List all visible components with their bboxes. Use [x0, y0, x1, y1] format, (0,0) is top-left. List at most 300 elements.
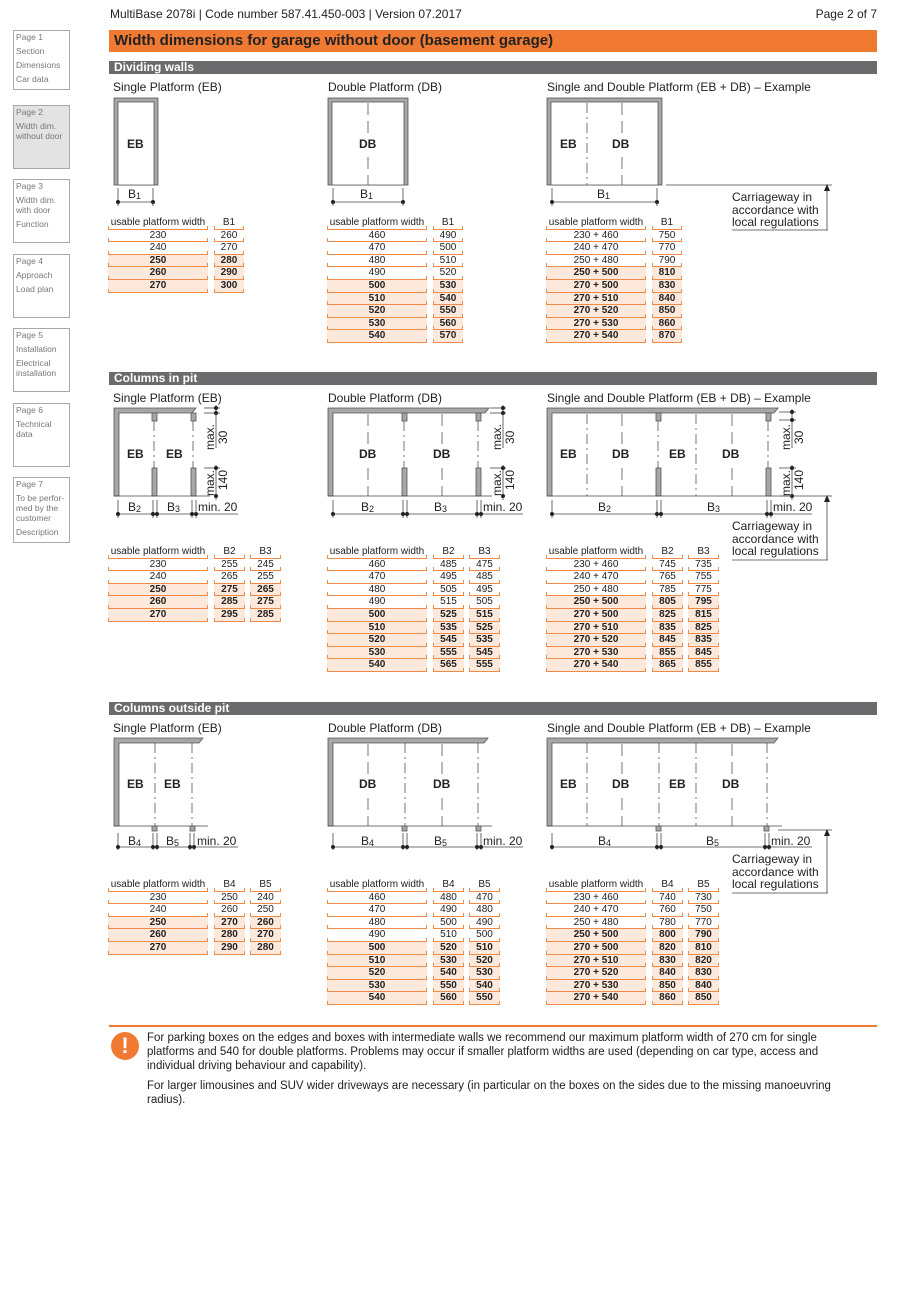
sidebar-item-label: Section — [16, 46, 45, 56]
svg-text:30: 30 — [503, 430, 517, 444]
table-cell: 250 + 500 — [546, 596, 646, 609]
callout-line: accordance with — [732, 531, 819, 546]
column-header: B5 — [469, 879, 500, 892]
table-cell: 805 — [652, 596, 683, 609]
column-header: B5 — [688, 879, 719, 892]
table-cell: 240 — [108, 571, 208, 584]
table-cell: 790 — [652, 255, 682, 268]
table-cell: 835 — [688, 634, 719, 647]
table-cell: 495 — [433, 571, 464, 584]
table-cell: 520 — [327, 967, 427, 980]
table-cell: 470 — [327, 571, 427, 584]
table-cell: 500 — [327, 942, 427, 955]
table-cell: 270 — [108, 609, 208, 622]
table-cell: 740 — [652, 892, 683, 905]
svg-text:B2: B2 — [598, 500, 612, 514]
table-cell: 230 — [108, 892, 208, 905]
table-cell: 810 — [652, 267, 682, 280]
table-cell: 290 — [214, 942, 245, 955]
table-cell: 540 — [327, 330, 427, 343]
table-cell: 470 — [327, 904, 427, 917]
table-cell: 240 + 470 — [546, 904, 646, 917]
sidebar-page-label: Page 4 — [16, 256, 43, 266]
table-cell: 560 — [433, 318, 463, 331]
table-cell: 565 — [433, 659, 464, 672]
diagram-dividing-single — [114, 98, 158, 206]
notice-paragraph-1: For parking boxes on the edges and boxes with intermediate walls we recommend our maximum platform width of 270 cm for single platforms and 540 for double platforms. Problems may occur if smaller platform widths are used (depending on car type, access and individual driving behaviour and capability). — [147, 1032, 819, 1072]
sidebar-item-label: Description — [16, 527, 59, 537]
svg-text:max.: max. — [490, 469, 504, 496]
table-cell: 480 — [327, 917, 427, 930]
svg-text:EB: EB — [560, 777, 577, 791]
table-cell: 490 — [433, 904, 464, 917]
table-cell: 515 — [469, 609, 500, 622]
notice-paragraph-2: For larger limousines and SUV wider driveways are necessary (in particular on the boxes on the sides due to the missing manoeuvring radius). — [147, 1080, 831, 1106]
table-cell: 495 — [469, 584, 500, 597]
table-cell: 780 — [652, 917, 683, 930]
table-cell: 770 — [688, 917, 719, 930]
svg-text:DB: DB — [359, 447, 377, 461]
table-cell: 250 — [250, 904, 281, 917]
svg-text:B1: B1 — [360, 187, 374, 201]
sidebar-page-label: Page 7 — [16, 479, 43, 489]
svg-text:B2: B2 — [361, 500, 375, 514]
table-cell: 240 — [108, 904, 208, 917]
column-header: usable platform width — [546, 546, 646, 559]
table-cell: 270 + 540 — [546, 659, 646, 672]
table-cell: 270 + 520 — [546, 305, 646, 318]
column-header: usable platform width — [327, 546, 427, 559]
svg-text:B5: B5 — [706, 834, 720, 848]
table-cell: 555 — [433, 647, 464, 660]
table-cell: 810 — [688, 942, 719, 955]
section-title: Columns outside pit — [114, 701, 230, 715]
column-header: usable platform width — [327, 879, 427, 892]
sidebar-page-label: Page 5 — [16, 330, 43, 340]
svg-text:DB: DB — [612, 137, 630, 151]
table-cell: 510 — [327, 622, 427, 635]
table-cell: 545 — [433, 634, 464, 647]
svg-text:DB: DB — [612, 777, 630, 791]
svg-text:B4: B4 — [361, 834, 375, 848]
exclamation-icon: ! — [111, 1032, 139, 1060]
table-cell: 845 — [652, 634, 683, 647]
column-header: B3 — [250, 546, 281, 559]
sidebar-item-label: Car data — [16, 74, 49, 84]
table-cell: 250 — [108, 255, 208, 268]
table-cell: 865 — [652, 659, 683, 672]
diagram-outsidepit-single — [114, 738, 238, 850]
svg-text:B5: B5 — [434, 834, 448, 848]
table-cell: 860 — [652, 992, 683, 1005]
svg-text:min. 20: min. 20 — [771, 834, 811, 848]
svg-text:EB: EB — [127, 137, 144, 151]
table-cell: 230 + 460 — [546, 892, 646, 905]
table-cell: 275 — [250, 596, 281, 609]
table-cell: 840 — [652, 967, 683, 980]
sidebar-item-label: Function — [16, 219, 49, 229]
sidebar-item-label: Width dim. without door — [16, 121, 63, 141]
table-cell: 540 — [327, 659, 427, 672]
subtitle-double: Double Platform (DB) — [328, 721, 443, 735]
table-cell: 750 — [652, 230, 682, 243]
svg-text:EB: EB — [166, 447, 183, 461]
subtitle-single: Single Platform (EB) — [113, 80, 222, 94]
table-cell: 285 — [214, 596, 245, 609]
column-header: B2 — [652, 546, 683, 559]
table-cell: 270 + 520 — [546, 634, 646, 647]
table-cell: 265 — [214, 571, 245, 584]
table-cell: 535 — [469, 634, 500, 647]
table-cell: 490 — [469, 917, 500, 930]
table-cell: 250 — [108, 584, 208, 597]
table-cell: 290 — [214, 267, 244, 280]
table-cell: 500 — [327, 280, 427, 293]
table-cell: 270 + 530 — [546, 980, 646, 993]
table-cell: 840 — [688, 980, 719, 993]
table-cell: 730 — [688, 892, 719, 905]
table-cell: 270 + 500 — [546, 609, 646, 622]
sidebar-item-label: Width dim. with door — [16, 195, 57, 215]
subtitle-double: Double Platform (DB) — [328, 391, 443, 405]
svg-text:max.: max. — [779, 469, 793, 496]
svg-text:B3: B3 — [434, 500, 448, 514]
table-cell: 525 — [433, 609, 464, 622]
table-cell: 270 + 540 — [546, 992, 646, 1005]
table-cell: 485 — [469, 571, 500, 584]
table-cell: 240 — [250, 892, 281, 905]
table-cell: 500 — [327, 609, 427, 622]
table-cell: 835 — [652, 622, 683, 635]
sidebar-page-label: Page 3 — [16, 181, 43, 191]
table-cell: 840 — [652, 293, 682, 306]
table-cell: 250 — [214, 892, 245, 905]
table-cell: 540 — [327, 992, 427, 1005]
column-header: B5 — [250, 879, 281, 892]
table-cell: 270 + 500 — [546, 280, 646, 293]
table-cell: 270 — [214, 917, 245, 930]
table-cell: 735 — [688, 559, 719, 572]
table-cell: 510 — [327, 293, 427, 306]
column-header: B1 — [652, 217, 682, 230]
sidebar-item-label: Electrical installation — [16, 358, 57, 378]
table-cell: 850 — [688, 992, 719, 1005]
sidebar-item-label: Technical data — [16, 419, 52, 439]
svg-text:DB: DB — [359, 777, 377, 791]
table-cell: 555 — [469, 659, 500, 672]
carriageway-note — [732, 520, 819, 558]
subtitle-single: Single Platform (EB) — [113, 391, 222, 405]
table-cell: 530 — [433, 280, 463, 293]
svg-text:max.: max. — [203, 469, 217, 496]
page-title: Width dimensions for garage without door (basement garage) — [114, 32, 554, 49]
table-cell: 540 — [433, 967, 464, 980]
subtitle-double: Double Platform (DB) — [328, 80, 443, 94]
table-cell: 570 — [433, 330, 463, 343]
svg-text:min. 20: min. 20 — [483, 834, 523, 848]
table-cell: 250 + 480 — [546, 917, 646, 930]
diagram-inpit-single — [114, 405, 238, 518]
svg-text:EB: EB — [560, 447, 577, 461]
table-cell: 230 — [108, 559, 208, 572]
table-cell: 510 — [327, 955, 427, 968]
table-cell: 460 — [327, 559, 427, 572]
table-cell: 510 — [469, 942, 500, 955]
svg-text:max.: max. — [203, 423, 217, 450]
column-header: usable platform width — [327, 217, 427, 230]
table-cell: 280 — [214, 929, 245, 942]
table-cell: 750 — [688, 904, 719, 917]
table-cell: 230 + 460 — [546, 559, 646, 572]
table-cell: 845 — [688, 647, 719, 660]
table-cell: 255 — [214, 559, 245, 572]
notice-divider — [109, 1025, 877, 1027]
svg-text:EB: EB — [164, 777, 181, 791]
table-cell: 775 — [688, 584, 719, 597]
svg-text:30: 30 — [216, 430, 230, 444]
table-cell: 530 — [433, 955, 464, 968]
callout-line: local regulations — [732, 544, 819, 558]
svg-text:min. 20: min. 20 — [483, 500, 523, 514]
svg-text:30: 30 — [792, 430, 806, 444]
table-cell: 485 — [433, 559, 464, 572]
table-cell: 825 — [688, 622, 719, 635]
table-cell: 830 — [688, 967, 719, 980]
carriageway-note — [732, 191, 819, 229]
table-cell: 270 + 520 — [546, 967, 646, 980]
table-cell: 470 — [327, 242, 427, 255]
table-cell: 300 — [214, 280, 244, 293]
svg-text:DB: DB — [722, 447, 740, 461]
table-cell: 250 — [108, 917, 208, 930]
table-cell: 510 — [433, 929, 464, 942]
svg-text:EB: EB — [560, 137, 577, 151]
column-header: B2 — [433, 546, 464, 559]
column-header: usable platform width — [108, 879, 208, 892]
svg-text:B4: B4 — [128, 834, 142, 848]
table-cell: 855 — [652, 647, 683, 660]
callout-line: local regulations — [732, 877, 819, 891]
table-cell: 275 — [214, 584, 245, 597]
table-cell: 500 — [469, 929, 500, 942]
table-cell: 475 — [469, 559, 500, 572]
column-header: B4 — [652, 879, 683, 892]
callout-line: accordance with — [732, 202, 819, 217]
table-cell: 520 — [327, 634, 427, 647]
svg-text:max.: max. — [490, 423, 504, 450]
table-cell: 505 — [469, 596, 500, 609]
table-cell: 240 + 470 — [546, 242, 646, 255]
table-cell: 295 — [214, 609, 245, 622]
table-cell: 270 + 500 — [546, 942, 646, 955]
table-cell: 520 — [469, 955, 500, 968]
table-cell: 270 — [108, 280, 208, 293]
table-cell: 265 — [250, 584, 281, 597]
table-cell: 490 — [327, 929, 427, 942]
svg-text:B3: B3 — [707, 500, 721, 514]
page-indicator: Page 2 of 7 — [815, 7, 877, 21]
subtitle-single: Single Platform (EB) — [113, 721, 222, 735]
subtitle-example: Single and Double Platform (EB + DB) – Example — [547, 391, 811, 405]
table-cell: 250 + 500 — [546, 929, 646, 942]
table-cell: 270 + 510 — [546, 293, 646, 306]
svg-text:140: 140 — [503, 469, 517, 490]
table-cell: 520 — [433, 267, 463, 280]
table-cell: 500 — [433, 917, 464, 930]
svg-text:min. 20: min. 20 — [773, 500, 813, 514]
table-cell: 250 + 480 — [546, 584, 646, 597]
table-cell: 460 — [327, 230, 427, 243]
svg-text:B4: B4 — [598, 834, 612, 848]
table-cell: 550 — [433, 305, 463, 318]
table-cell: 550 — [469, 992, 500, 1005]
table-cell: 490 — [433, 230, 463, 243]
table-cell: 260 — [250, 917, 281, 930]
table-cell: 535 — [433, 622, 464, 635]
sidebar-item-label: Load plan — [16, 284, 54, 294]
table-cell: 530 — [327, 980, 427, 993]
table-cell: 270 + 530 — [546, 647, 646, 660]
svg-text:min. 20: min. 20 — [197, 834, 237, 848]
svg-text:max.: max. — [779, 423, 793, 450]
svg-text:DB: DB — [433, 777, 451, 791]
table-cell: 250 + 500 — [546, 267, 646, 280]
section-title: Columns in pit — [114, 371, 198, 385]
svg-text:140: 140 — [216, 469, 230, 490]
svg-text:B1: B1 — [597, 187, 611, 201]
callout-line: Carriageway in — [732, 519, 813, 533]
column-header: B2 — [214, 546, 245, 559]
table-cell: 270 + 510 — [546, 955, 646, 968]
sidebar-item-label: To be perfor-med by the customer — [16, 493, 65, 523]
table-cell: 550 — [433, 980, 464, 993]
svg-text:DB: DB — [612, 447, 630, 461]
svg-text:DB: DB — [722, 777, 740, 791]
table-cell: 860 — [652, 318, 682, 331]
table-cell: 830 — [652, 955, 683, 968]
table-cell: 230 — [108, 230, 208, 243]
sidebar-page-label: Page 1 — [16, 32, 43, 42]
table-cell: 260 — [214, 904, 245, 917]
column-header: B3 — [688, 546, 719, 559]
table-cell: 540 — [469, 980, 500, 993]
table-cell: 520 — [433, 942, 464, 955]
svg-text:EB: EB — [669, 777, 686, 791]
svg-text:B2: B2 — [128, 500, 142, 514]
sidebar-page-label: Page 6 — [16, 405, 43, 415]
table-cell: 270 — [214, 242, 244, 255]
doc-info: MultiBase 2078i | Code number 587.41.450-003 | Version 07.2017 — [110, 7, 462, 21]
table-cell: 500 — [433, 242, 463, 255]
table-cell: 855 — [688, 659, 719, 672]
callout-line: local regulations — [732, 215, 819, 229]
table-cell: 825 — [652, 609, 683, 622]
table-cell: 820 — [652, 942, 683, 955]
column-header: usable platform width — [546, 879, 646, 892]
diagram-dividing-double — [328, 98, 408, 206]
column-header: B4 — [214, 879, 245, 892]
table-cell: 260 — [108, 596, 208, 609]
table-cell: 870 — [652, 330, 682, 343]
table-cell: 270 + 530 — [546, 318, 646, 331]
table-cell: 505 — [433, 584, 464, 597]
svg-text:B5: B5 — [166, 834, 180, 848]
carriageway-note — [732, 853, 819, 891]
svg-text:EB: EB — [127, 777, 144, 791]
table-cell: 520 — [327, 305, 427, 318]
table-cell: 245 — [250, 559, 281, 572]
table-cell: 260 — [214, 230, 244, 243]
table-cell: 260 — [108, 267, 208, 280]
table-cell: 270 + 510 — [546, 622, 646, 635]
table-cell: 830 — [652, 280, 682, 293]
table-cell: 280 — [250, 942, 281, 955]
sidebar-item-label: Dimensions — [16, 60, 61, 70]
table-cell: 255 — [250, 571, 281, 584]
subtitle-example: Single and Double Platform (EB + DB) – Example — [547, 721, 811, 735]
table-cell: 270 — [108, 942, 208, 955]
table-cell: 460 — [327, 892, 427, 905]
table-cell: 240 + 470 — [546, 571, 646, 584]
table-cell: 280 — [214, 255, 244, 268]
table-cell: 525 — [469, 622, 500, 635]
table-cell: 530 — [327, 647, 427, 660]
diagram-inpit-double — [328, 405, 523, 518]
svg-text:EB: EB — [669, 447, 686, 461]
table-cell: 510 — [433, 255, 463, 268]
table-cell: 270 + 540 — [546, 330, 646, 343]
table-cell: 515 — [433, 596, 464, 609]
column-header: usable platform width — [546, 217, 646, 230]
column-header: usable platform width — [108, 546, 208, 559]
table-cell: 815 — [688, 609, 719, 622]
section-title: Dividing walls — [114, 60, 195, 74]
table-cell: 545 — [469, 647, 500, 660]
table-cell: 285 — [250, 609, 281, 622]
table-cell: 795 — [688, 596, 719, 609]
subtitle-example: Single and Double Platform (EB + DB) – Example — [547, 80, 811, 94]
table-cell: 240 — [108, 242, 208, 255]
table-cell: 530 — [469, 967, 500, 980]
table-cell: 260 — [108, 929, 208, 942]
table-cell: 540 — [433, 293, 463, 306]
column-header: B1 — [433, 217, 463, 230]
column-header: B3 — [469, 546, 500, 559]
svg-text:B3: B3 — [167, 500, 181, 514]
callout-line: accordance with — [732, 864, 819, 879]
sidebar-page-label: Page 2 — [16, 107, 43, 117]
table-cell: 765 — [652, 571, 683, 584]
svg-text:DB: DB — [433, 447, 451, 461]
table-cell: 850 — [652, 980, 683, 993]
callout-line: Carriageway in — [732, 190, 813, 204]
table-cell: 480 — [327, 584, 427, 597]
table-cell: 760 — [652, 904, 683, 917]
table-cell: 820 — [688, 955, 719, 968]
table-cell: 250 + 480 — [546, 255, 646, 268]
column-header: usable platform width — [108, 217, 208, 230]
svg-text:140: 140 — [792, 469, 806, 490]
table-cell: 230 + 460 — [546, 230, 646, 243]
column-header: B1 — [214, 217, 244, 230]
table-cell: 480 — [327, 255, 427, 268]
svg-text:DB: DB — [359, 137, 377, 151]
table-cell: 480 — [433, 892, 464, 905]
table-cell: 755 — [688, 571, 719, 584]
table-cell: 785 — [652, 584, 683, 597]
table-cell: 470 — [469, 892, 500, 905]
sidebar-item-label: Installation — [16, 344, 57, 354]
